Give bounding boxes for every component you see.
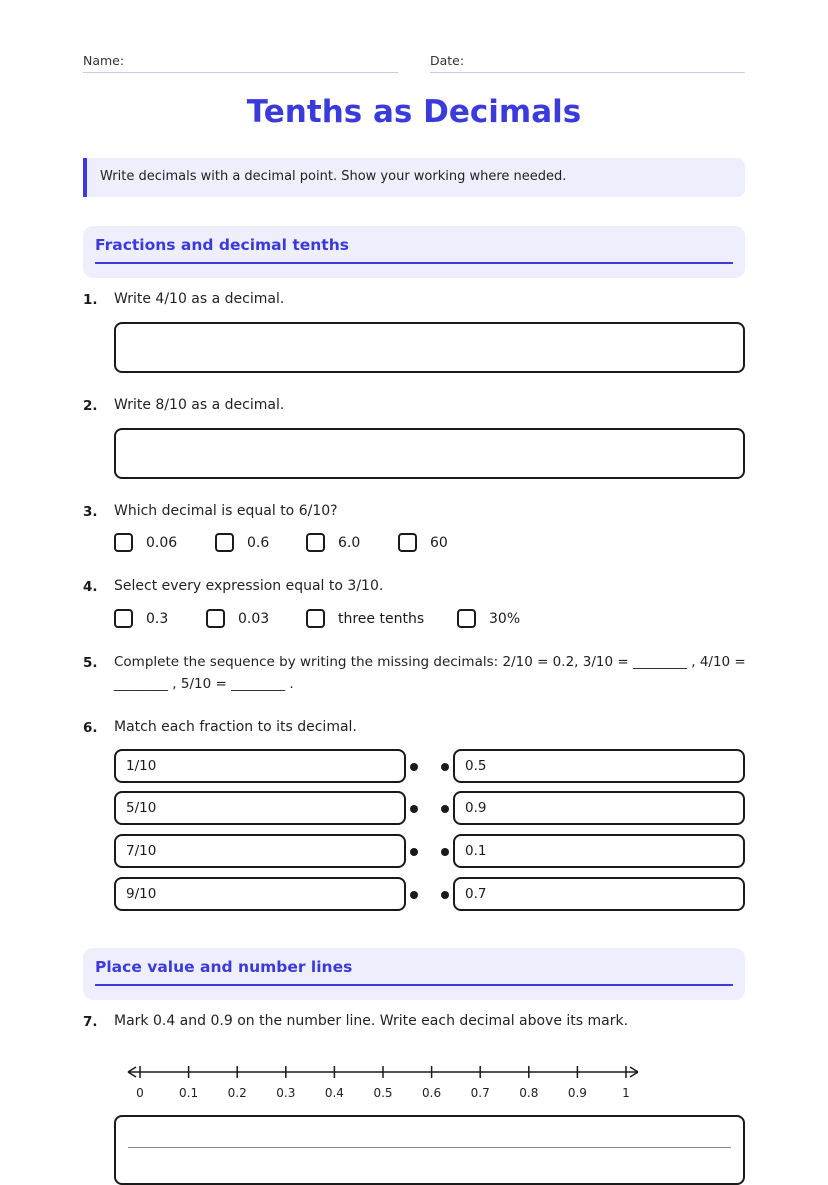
page-title: Tenths as Decimals <box>246 94 582 130</box>
answer-box-q2[interactable] <box>114 428 745 479</box>
option-label: 0.6 <box>247 534 270 551</box>
question-number: 4. <box>83 579 98 595</box>
tick-label: 0.3 <box>276 1086 296 1100</box>
match-left-dot[interactable] <box>410 763 418 771</box>
match-left-item[interactable]: 7/10 <box>114 834 406 868</box>
option-q4[interactable] <box>457 609 520 628</box>
answer-box-q1[interactable] <box>114 322 745 373</box>
question-number: 6. <box>83 720 98 736</box>
match-right-dot[interactable] <box>441 848 449 856</box>
option-q3[interactable] <box>215 533 269 552</box>
date-label: Date: <box>430 53 465 68</box>
question-text: Complete the sequence by writing the missing decimals: 2/10 = 0.2, 3/10 = ________ , 4/10 = <box>114 654 746 670</box>
checkbox[interactable] <box>457 609 476 628</box>
section-header-fractions <box>83 226 745 278</box>
match-left-dot[interactable] <box>410 805 418 813</box>
tick-label: 0 <box>136 1086 144 1100</box>
option-label: 0.3 <box>146 610 169 627</box>
section-rule <box>95 262 733 264</box>
tick-label: 0.6 <box>422 1086 442 1100</box>
match-right-dot[interactable] <box>441 805 449 813</box>
match-left-item[interactable]: 1/10 <box>114 749 406 783</box>
name-label: Name: <box>83 53 125 68</box>
question-text: Match each fraction to its decimal. <box>114 719 357 735</box>
question-text: Write 4/10 as a decimal. <box>114 291 285 307</box>
tick-label: 0.5 <box>373 1086 393 1100</box>
question-text: Write 8/10 as a decimal. <box>114 397 285 413</box>
tick-label: 0.9 <box>567 1086 587 1100</box>
question-number: 2. <box>83 398 98 414</box>
checkbox[interactable] <box>306 533 325 552</box>
match-left-item[interactable]: 9/10 <box>114 877 406 911</box>
match-left-item[interactable]: 5/10 <box>114 791 406 825</box>
match-left-dot[interactable] <box>410 848 418 856</box>
match-right-item[interactable]: 0.1 <box>453 834 745 868</box>
option-label: three tenths <box>338 610 425 627</box>
checkbox[interactable] <box>114 533 133 552</box>
tick-label: 0.1 <box>179 1086 199 1100</box>
tick-label: 0.4 <box>324 1086 344 1100</box>
section-title: Fractions and decimal tenths <box>95 236 349 254</box>
tick-label: 0.8 <box>519 1086 539 1100</box>
section-header-place-value <box>83 948 745 1000</box>
option-label: 0.03 <box>238 610 270 627</box>
match-left-dot[interactable] <box>410 891 418 899</box>
question-number: 1. <box>83 292 98 308</box>
match-right-item[interactable]: 0.5 <box>453 749 745 783</box>
option-q4[interactable] <box>114 609 168 628</box>
option-label: 60 <box>430 534 448 551</box>
date-line[interactable] <box>430 72 745 73</box>
name-line[interactable] <box>83 72 398 73</box>
checkbox[interactable] <box>206 609 225 628</box>
checkbox[interactable] <box>215 533 234 552</box>
checkbox[interactable] <box>114 609 133 628</box>
match-right-item[interactable]: 0.9 <box>453 791 745 825</box>
question-text: Which decimal is equal to 6/10? <box>114 503 338 519</box>
option-q3[interactable] <box>398 533 448 552</box>
option-label: 30% <box>489 610 521 627</box>
checkbox[interactable] <box>398 533 417 552</box>
answer-box-q7[interactable] <box>114 1115 745 1185</box>
question-text: Select every expression equal to 3/10. <box>114 578 384 594</box>
question-number: 5. <box>83 655 98 671</box>
match-right-dot[interactable] <box>441 763 449 771</box>
match-right-dot[interactable] <box>441 891 449 899</box>
tick-label: 0.2 <box>227 1086 247 1100</box>
question-number: 3. <box>83 504 98 520</box>
question-text: Mark 0.4 and 0.9 on the number line. Write each decimal above its mark. <box>114 1013 629 1029</box>
section-rule <box>95 984 733 986</box>
question-text-continued: ________ , 5/10 = ________ . <box>114 676 294 692</box>
option-q3[interactable] <box>114 533 177 552</box>
instructions-text: Write decimals with a decimal point. Show your working where needed. <box>100 169 567 184</box>
tick-label: 1 <box>622 1086 630 1100</box>
option-label: 6.0 <box>338 534 361 551</box>
instructions-box <box>83 158 745 197</box>
writing-line <box>128 1147 731 1148</box>
match-right-item[interactable]: 0.7 <box>453 877 745 911</box>
option-q4[interactable] <box>306 609 424 628</box>
option-label: 0.06 <box>146 534 178 551</box>
option-q4[interactable] <box>206 609 269 628</box>
section-title: Place value and number lines <box>95 958 353 976</box>
number-line[interactable] <box>120 1060 650 1084</box>
checkbox[interactable] <box>306 609 325 628</box>
tick-label: 0.7 <box>470 1086 490 1100</box>
question-number: 7. <box>83 1014 98 1030</box>
option-q3[interactable] <box>306 533 360 552</box>
